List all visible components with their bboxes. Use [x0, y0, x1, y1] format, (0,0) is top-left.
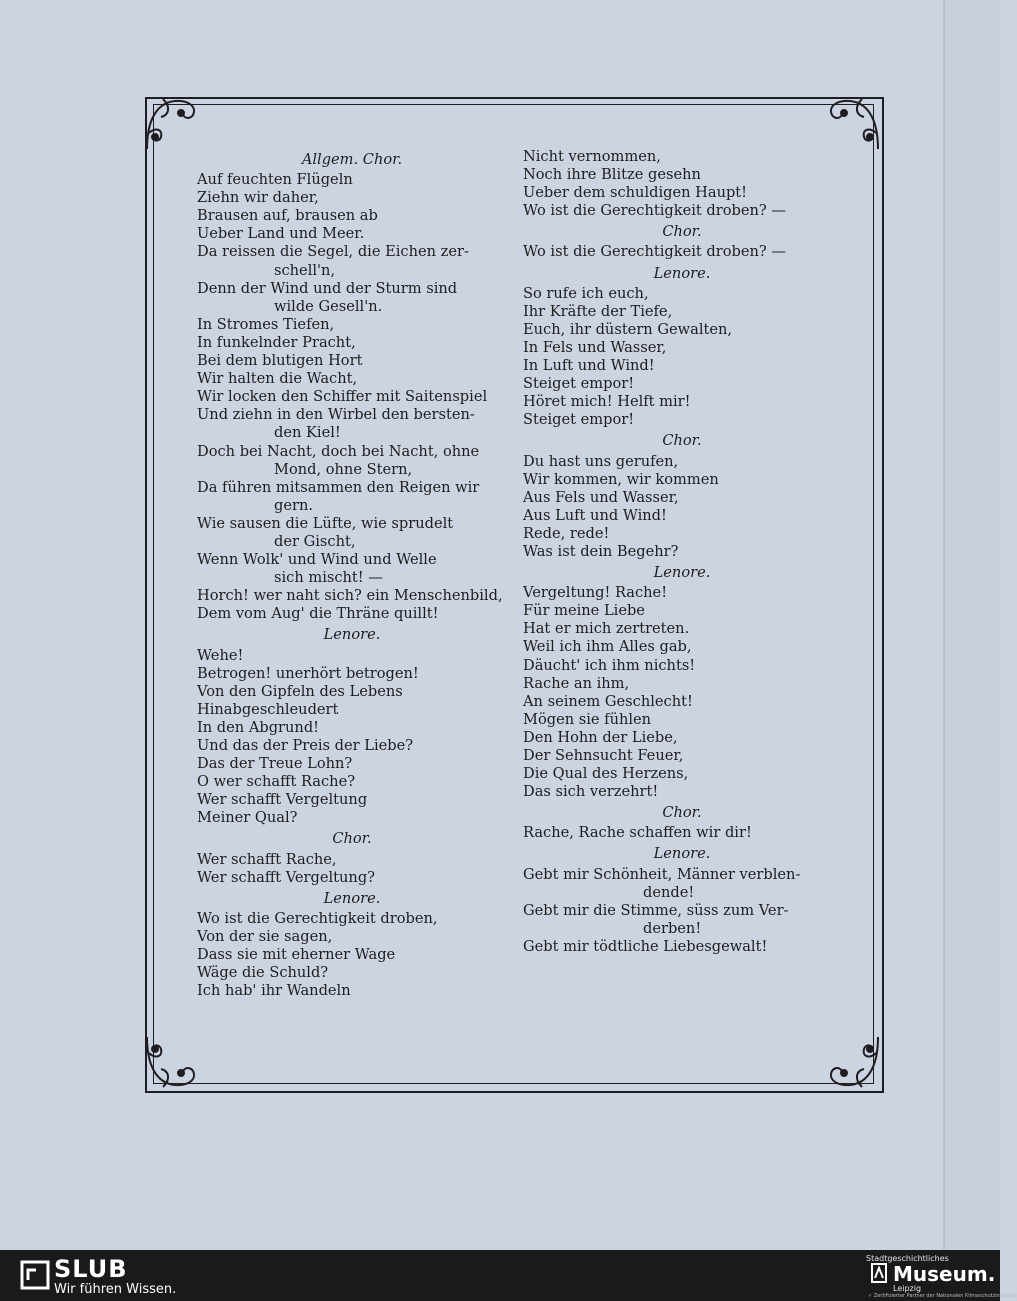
corner-ornament-icon	[822, 93, 884, 155]
verse-line: Wir locken den Schiffer mit Saitenspiel	[197, 388, 488, 406]
speaker-heading: Lenore.	[653, 264, 711, 282]
verse-line: Wer schafft Vergeltung?	[197, 868, 375, 886]
verse-line: Vergeltung! Rache!	[523, 584, 668, 602]
verse-line: Steiget empor!	[523, 411, 635, 429]
museum-logo-icon	[870, 1262, 888, 1284]
corner-ornament-icon	[822, 1031, 884, 1093]
speaker-heading: Lenore.	[323, 889, 381, 907]
verse-line: In funkelnder Pracht,	[197, 333, 356, 351]
verse-line: Von der sie sagen,	[197, 927, 333, 945]
verse-line: Die Qual des Herzens,	[523, 765, 689, 783]
verse-line: Däucht' ich ihm nichts!	[523, 656, 696, 674]
verse-line: Von den Gipfeln des Lebens	[197, 682, 403, 700]
verse-line: Wehe!	[197, 646, 244, 664]
verse-line: Ziehn wir daher,	[197, 189, 319, 207]
verse-line: Wo ist die Gerechtigkeit droben,	[197, 909, 438, 927]
verse-line: Wer schafft Rache,	[197, 850, 337, 868]
verse-line: Auf feuchten Flügeln	[197, 171, 353, 189]
verse-line-continuation: derben!	[643, 919, 702, 937]
verse-line: Der Sehnsucht Feuer,	[523, 747, 684, 764]
verse-line: So rufe ich euch,	[523, 284, 649, 302]
verse-line: Betrogen! unerhört betrogen!	[197, 664, 419, 682]
verse-line: Weil ich ihm Alles gab,	[523, 638, 692, 656]
speaker-heading: Lenore.	[653, 564, 711, 582]
verse-line: Denn der Wind und der Sturm sind	[197, 279, 458, 297]
verse-line: Den Hohn der Liebe,	[523, 728, 678, 746]
verse-line: Da führen mitsammen den Reigen wir	[197, 478, 480, 496]
verse-line: Mögen sie fühlen	[523, 710, 652, 728]
verse-line: Dass sie mit eherner Wage	[197, 946, 396, 964]
verse-line-continuation: der Gischt,	[274, 532, 356, 550]
verse-line: Bei dem blutigen Hort	[197, 352, 363, 370]
verse-line: Doch bei Nacht, doch bei Nacht, ohne	[197, 442, 480, 460]
verse-line: Wer schafft Vergeltung	[197, 791, 368, 809]
verse-line: Brausen auf, brausen ab	[197, 207, 378, 225]
verse-line: Ich hab' ihr Wandeln	[197, 982, 351, 1000]
verse-line: Das sich verzehrt!	[523, 783, 659, 801]
verse-line: Und das der Preis der Liebe?	[197, 737, 414, 754]
verse-line: An seinem Geschlecht!	[523, 692, 693, 710]
verse-line-continuation: wilde Gesell'n.	[274, 297, 383, 315]
verse-line: Meiner Qual?	[197, 809, 298, 827]
speaker-heading: Lenore.	[323, 626, 381, 644]
slub-name: SLUB	[54, 1255, 128, 1283]
verse-line: Steiget empor!	[523, 375, 635, 393]
verse-line: Da reissen die Segel, die Eichen zer-	[197, 243, 469, 261]
slub-tagline: Wir führen Wissen.	[54, 1282, 177, 1297]
museum-subtitle: Stadtgeschichtliches	[866, 1254, 949, 1263]
verse-line: Wo ist die Gerechtigkeit droben? —	[523, 202, 786, 220]
speaker-heading: Allgem. Chor.	[301, 151, 403, 168]
verse-line: Aus Luft und Wind!	[523, 506, 667, 524]
left-text-column	[197, 148, 507, 1000]
verse-line: Wie sausen die Lüfte, wie sprudelt	[197, 514, 454, 532]
verse-line: Rache, Rache schaffen wir dir!	[523, 824, 752, 842]
verse-line: In Luft und Wind!	[523, 357, 655, 375]
speaker-heading: Chor.	[662, 804, 702, 822]
speaker-heading: Lenore.	[653, 845, 711, 863]
speaker-heading: Chor.	[662, 223, 702, 241]
verse-line: Gebt mir die Stimme, süss zum Ver-	[523, 901, 789, 919]
verse-line-continuation: schell'n,	[274, 261, 336, 279]
verse-line: O wer schafft Rache?	[197, 773, 356, 791]
verse-line: Dem vom Aug' die Thräne quillt!	[197, 605, 439, 623]
verse-line: Was ist dein Begehr?	[523, 542, 679, 560]
verse-line-continuation: gern.	[274, 496, 313, 514]
verse-line: Wäge die Schuld?	[197, 964, 329, 982]
museum-city: Leipzig	[893, 1284, 922, 1293]
verse-line: Ueber Land und Meer.	[197, 225, 365, 243]
verse-line: Wo ist die Gerechtigkeit droben? —	[523, 243, 786, 261]
museum-title: Museum.	[893, 1262, 996, 1286]
museum-note: ✓ Zertifizierter Partner der Nationalen Klimaschutzinitiative	[868, 1293, 1017, 1299]
verse-line: Wir kommen, wir kommen	[523, 470, 719, 488]
adjacent-page-edge	[943, 0, 1000, 1250]
verse-line: Hinabgeschleudert	[197, 700, 339, 718]
verse-line: Das der Treue Lohn?	[197, 755, 353, 773]
verse-line: Ueber dem schuldigen Haupt!	[523, 184, 748, 202]
corner-ornament-icon	[141, 93, 203, 155]
verse-line: Wir halten die Wacht,	[197, 370, 358, 388]
verse-line: In Stromes Tiefen,	[197, 315, 335, 333]
speaker-heading: Chor.	[332, 830, 372, 848]
verse-line-continuation: den Kiel!	[274, 424, 341, 442]
verse-line: Höret mich! Helft mir!	[523, 393, 691, 411]
verse-line: Noch ihre Blitze gesehn	[523, 166, 701, 184]
verse-line: Hat er mich zertreten.	[523, 620, 690, 638]
verse-line: Euch, ihr düstern Gewalten,	[523, 320, 733, 338]
slub-logo-icon	[20, 1260, 50, 1290]
verse-line: Wenn Wolk' und Wind und Welle	[197, 551, 437, 569]
verse-line-continuation: dende!	[643, 883, 695, 901]
verse-line: Gebt mir Schönheit, Männer verblen-	[523, 865, 801, 883]
verse-line: Rede, rede!	[523, 524, 610, 542]
verse-line-continuation: Mond, ohne Stern,	[274, 460, 413, 478]
verse-line-continuation: sich mischt! —	[274, 569, 383, 587]
verse-line: Rache an ihm,	[523, 674, 630, 692]
verse-line: Aus Fels und Wasser,	[523, 488, 679, 506]
verse-line: Ihr Kräfte der Tiefe,	[523, 302, 673, 320]
verse-line: In den Abgrund!	[197, 718, 320, 736]
verse-line: Gebt mir tödtliche Liebesgewalt!	[523, 937, 768, 955]
verse-line: Horch! wer naht sich? ein Menschenbild,	[197, 587, 503, 605]
verse-line: Für meine Liebe	[523, 602, 645, 620]
verse-line: Und ziehn in den Wirbel den bersten-	[197, 406, 475, 424]
verse-line: Nicht vernommen,	[523, 148, 661, 165]
verse-line: Du hast uns gerufen,	[523, 452, 679, 470]
verse-line: In Fels und Wasser,	[523, 338, 667, 356]
right-text-column	[523, 148, 841, 956]
footer-bar	[0, 1250, 1017, 1301]
speaker-heading: Chor.	[662, 432, 702, 450]
corner-ornament-icon	[141, 1031, 203, 1093]
